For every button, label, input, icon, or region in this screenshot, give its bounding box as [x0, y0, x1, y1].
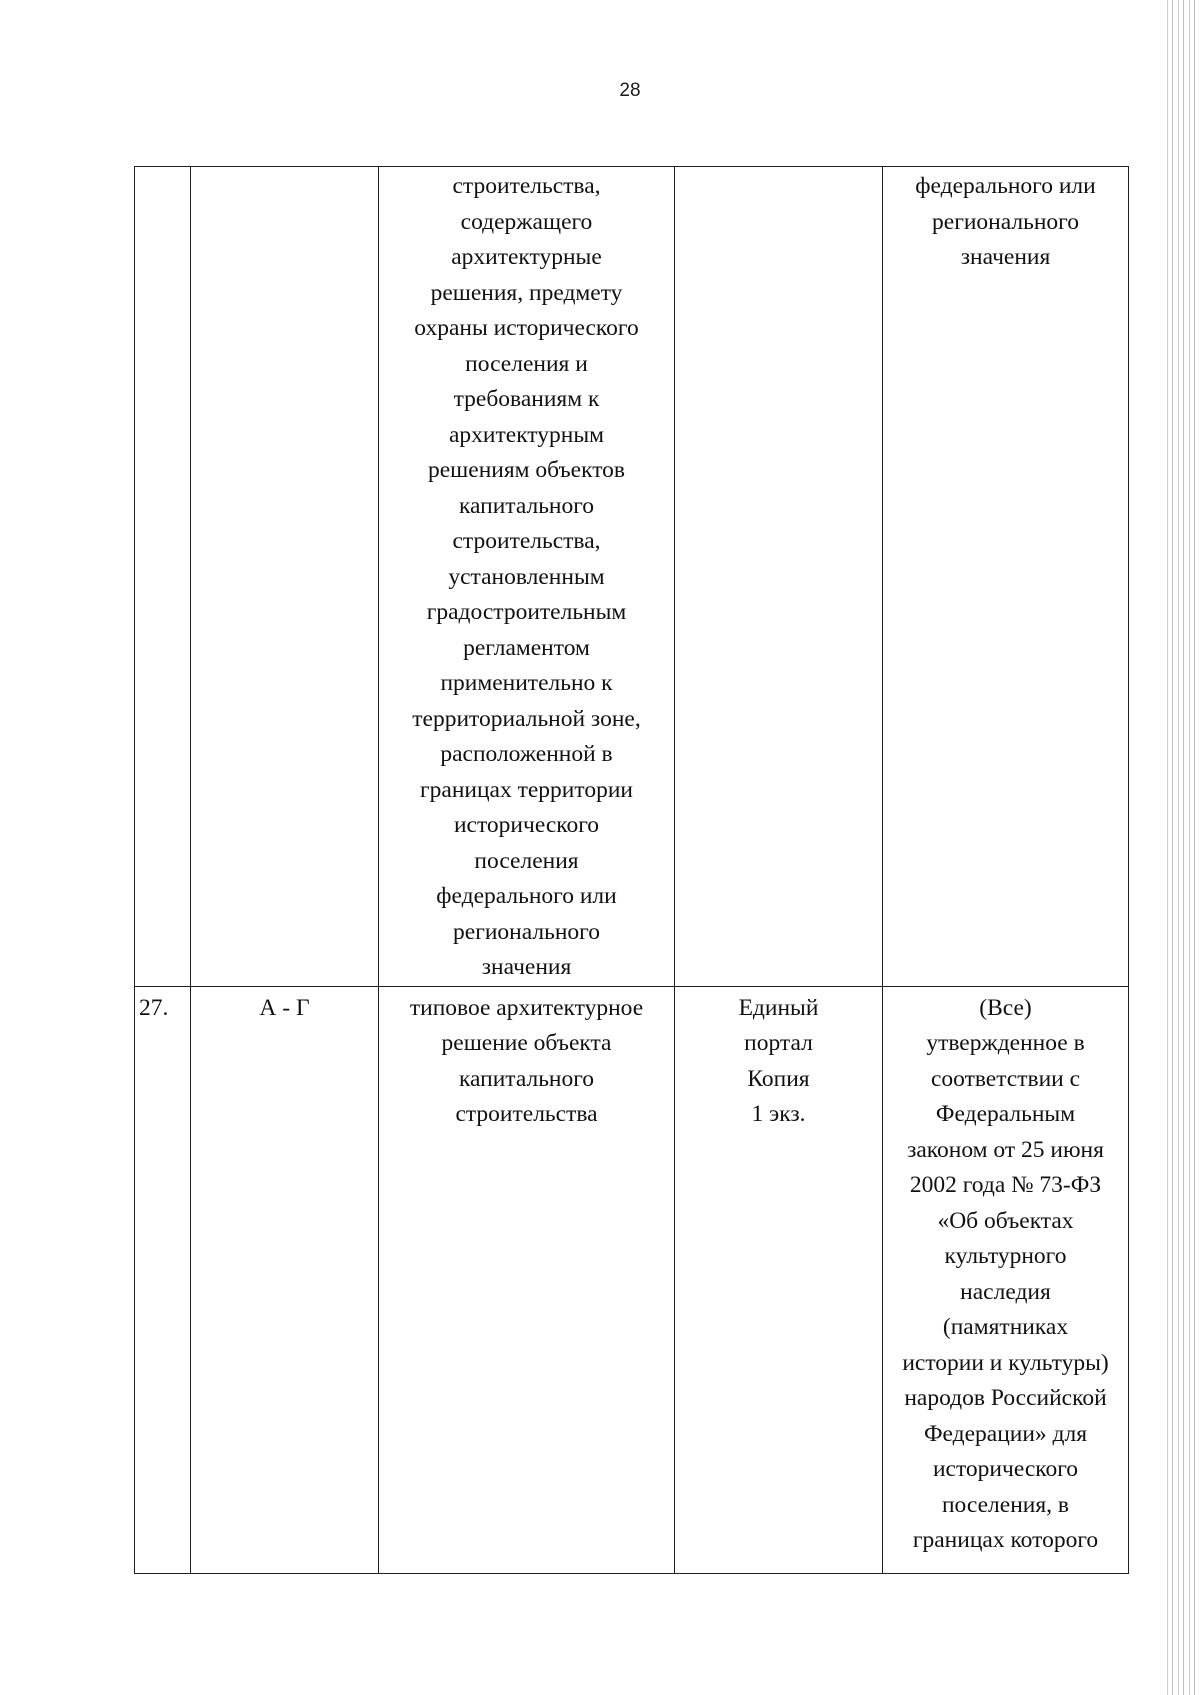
row-number-cell: 27. [135, 986, 191, 1573]
text-line: архитектурные [451, 244, 602, 270]
text-line: 1 экз. [751, 1101, 806, 1127]
description-cell [379, 167, 675, 987]
text-line: (памятниках [942, 1314, 1069, 1340]
description-text [385, 169, 668, 986]
text-line: значения [960, 244, 1051, 270]
text-line: решениям объектов [427, 457, 626, 483]
text-line: федерального или [915, 173, 1096, 199]
text-line: территориальной зоне, [412, 705, 641, 732]
text-line: значения [481, 954, 572, 980]
text-line: Федеральным [935, 1101, 1076, 1127]
description-text [385, 991, 668, 1133]
text-line: истории и культуры) [902, 1349, 1109, 1376]
text-line: решения, предмету [430, 279, 623, 306]
text-line: 2002 года № 73-ФЗ [909, 1172, 1102, 1198]
text-line: Единый [738, 994, 819, 1021]
documents-table [134, 166, 1129, 1574]
text-line: регионального [932, 208, 1079, 235]
text-line: исторического [932, 1456, 1079, 1482]
condition-text [889, 991, 1122, 1559]
text-line: границах которого [912, 1527, 1099, 1553]
text-line: капитального [458, 1065, 595, 1092]
text-line: (Все) [979, 994, 1032, 1021]
text-line: капитального [458, 492, 595, 519]
description-cell [379, 986, 675, 1573]
table-row-27 [135, 986, 1129, 1573]
text-line: охраны исторического [414, 315, 639, 341]
condition-text [889, 169, 1122, 276]
text-line: решение объекта [441, 1030, 612, 1056]
letters-cell: А - Г [191, 986, 379, 1573]
text-line: установленным [448, 563, 605, 590]
text-line: исторического [453, 812, 600, 838]
letters-cell [191, 167, 379, 987]
text-line: Копия [747, 1065, 810, 1092]
row-number-cell [135, 167, 191, 987]
text-line: расположенной в [440, 741, 613, 767]
text-line: наследия [960, 1278, 1051, 1305]
text-line: регламентом [463, 634, 590, 661]
text-line: архитектурным [448, 421, 604, 448]
text-line: поселения [474, 847, 579, 874]
text-line: строительства, [452, 173, 601, 199]
text-line: градостроительным [426, 599, 627, 625]
text-line: регионального [453, 918, 600, 945]
source-cell [675, 986, 883, 1573]
text-line: поселения, в [941, 1491, 1070, 1518]
text-line: «Об объектах [937, 1207, 1074, 1234]
text-line: типовое архитектурное [409, 994, 644, 1021]
text-line: содержащего [460, 208, 593, 235]
text-line: строительства [455, 1101, 598, 1127]
text-line: федерального или [436, 883, 617, 909]
page-number: 28 [619, 80, 641, 101]
text-line: строительства, [452, 528, 601, 554]
scan-edge-artifact [1162, 0, 1200, 1695]
text-line: границах территории [420, 776, 633, 803]
source-cell [675, 167, 883, 987]
text-line: соответствии с [930, 1065, 1081, 1092]
text-line: портал [744, 1030, 813, 1056]
text-line: применительно к [440, 670, 613, 696]
text-line: Федерации» для [923, 1420, 1088, 1447]
text-line: поселения и [465, 350, 588, 377]
condition-cell [883, 167, 1129, 987]
text-line: культурного [944, 1243, 1067, 1269]
text-line: народов Российской [904, 1385, 1107, 1411]
text-line: законом от 25 июня [907, 1136, 1104, 1163]
text-line: требованиям к [453, 386, 600, 412]
source-text [681, 991, 876, 1133]
condition-cell [883, 986, 1129, 1573]
text-line: утвержденное в [926, 1030, 1085, 1056]
table-row-continued [135, 167, 1129, 987]
